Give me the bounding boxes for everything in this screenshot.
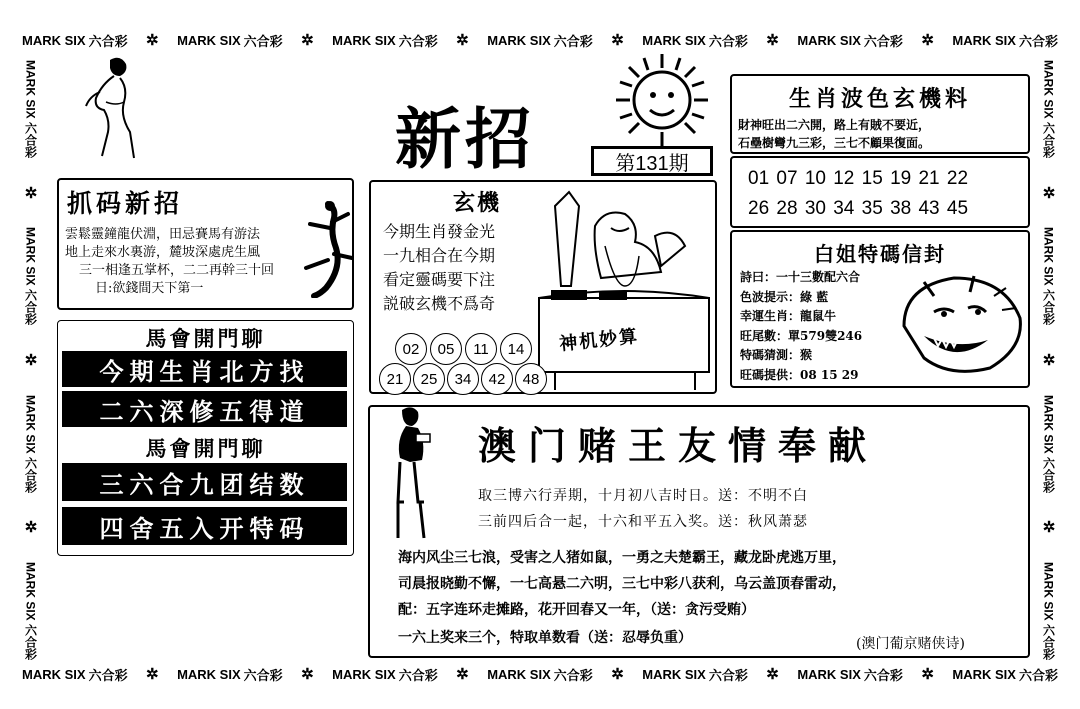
dubo-panel	[368, 405, 1030, 658]
baijie-row	[740, 307, 862, 327]
brand-text: 六合彩	[88, 667, 128, 683]
shengxiao-title: 生肖波色玄機料	[788, 86, 971, 112]
baijie-row-value: 綠 藍	[800, 289, 829, 304]
baijie-row-value: 龍鼠牛	[800, 309, 837, 323]
numbers-panel	[730, 156, 1030, 228]
baijie-row-value: 單579雙246	[788, 328, 863, 343]
brand-text: 六合彩	[398, 667, 438, 683]
dubo-poem: 配：五字连环走摊路，花开回春又一年，（送：贪污受贿）	[398, 602, 755, 618]
dubo-poem: 一六上奖来三个，特取单数看（送：忍辱负重）	[398, 630, 692, 646]
star-icon: ✲	[921, 32, 934, 49]
zhuama-title: 抓码新招	[67, 189, 184, 218]
mahui-panel	[57, 320, 354, 556]
mark-six-logo	[797, 31, 903, 50]
star-icon: ✲	[611, 666, 624, 683]
star-icon: ✲	[146, 32, 159, 49]
xuanji-panel	[369, 180, 717, 394]
mark-six-logo: MARK SIX 六合彩	[1041, 561, 1056, 660]
brand-text: 六合彩	[398, 33, 438, 49]
border-right	[1038, 60, 1060, 660]
star-icon: ✲	[301, 666, 314, 683]
sun-icon	[612, 50, 712, 150]
brand-text: 六合彩	[1018, 33, 1058, 49]
brand-text: 六合彩	[88, 33, 128, 49]
mahui-title: 馬會開門聊	[145, 326, 266, 351]
xuanji-lines	[383, 220, 495, 316]
mark-six-logo	[487, 665, 593, 684]
star-icon: ✲	[456, 666, 469, 683]
lizard-icon	[292, 198, 358, 298]
star-icon: ✲	[1042, 184, 1056, 202]
mark-six-text: MARK SIX	[22, 666, 86, 682]
baijie-panel	[730, 230, 1030, 388]
shengxiao-line: 石壘樹彎九三彩，三七不顧果復面。	[738, 136, 931, 150]
border-bottom	[22, 662, 1058, 686]
mark-six-logo: MARK SIX 六合彩	[23, 227, 38, 326]
star-icon: ✲	[24, 352, 38, 369]
brand-text: 六合彩	[553, 667, 593, 683]
star-icon: ✲	[766, 32, 779, 49]
star-icon: ✲	[1042, 519, 1056, 537]
mark-six-logo	[952, 31, 1058, 50]
mark-six-text: MARK SIX	[332, 666, 396, 682]
mark-six-text: MARK SIX	[797, 666, 861, 682]
baijie-rows	[740, 268, 862, 385]
baijie-row-label: 詩曰：	[740, 270, 777, 284]
baijie-row-label: 幸運生肖：	[740, 309, 801, 323]
star-icon: ✲	[24, 519, 38, 537]
mark-six-text: MARK SIX	[642, 32, 706, 48]
mark-six-text: MARK SIX	[22, 32, 86, 48]
xuanji-line: 一九相合在今期	[383, 246, 496, 265]
brand-text: 六合彩	[553, 33, 593, 49]
mark-six-logo	[22, 665, 128, 684]
mark-six-text: MARK SIX	[487, 32, 551, 48]
mark-six-logo: MARK SIX 六合彩	[23, 394, 38, 493]
page-title: 新招	[395, 100, 535, 178]
mahui-title: 馬會開門聊	[145, 436, 266, 461]
brand-text: 六合彩	[708, 667, 748, 683]
star-icon: ✲	[301, 32, 314, 49]
issue-badge: 第131期	[591, 146, 713, 176]
baijie-row	[740, 366, 862, 386]
lucky-number: 34	[447, 363, 479, 395]
mark-six-logo: MARK SIX 六合彩	[23, 561, 38, 660]
mark-six-logo	[177, 31, 283, 50]
zhuama-line: 雲鬆靈鐘龍伏淵，田忌賽馬有游法	[65, 227, 261, 242]
mahui-bar: 三六合九团结数	[62, 463, 347, 501]
mark-six-logo	[332, 31, 438, 50]
star-icon: ✲	[921, 666, 934, 683]
mark-six-text: MARK SIX	[797, 32, 861, 48]
mark-six-text: MARK SIX	[642, 666, 706, 682]
zhuama-lines	[65, 226, 274, 298]
baijie-row-value: 一十三數配六合	[776, 270, 861, 284]
border-top	[22, 28, 1058, 52]
dubo-signature: (澳门葡京赌侠诗)	[856, 636, 965, 652]
mark-six-logo	[22, 31, 128, 50]
shengxiao-panel	[730, 74, 1030, 154]
lucky-number: 14	[500, 333, 532, 365]
star-icon: ✲	[456, 32, 469, 49]
sage-figure-icon	[535, 186, 713, 390]
baijie-row-value: 08 15 29	[800, 367, 859, 382]
brand-text: 六合彩	[243, 33, 283, 49]
mark-six-logo	[177, 665, 283, 684]
mark-six-logo: MARK SIX 六合彩	[1041, 227, 1056, 326]
mark-six-logo	[952, 665, 1058, 684]
star-icon: ✲	[24, 184, 38, 202]
brand-text: 六合彩	[863, 33, 903, 49]
zhuama-line: 地上走來水裏游，麓坡深處虎生風	[65, 245, 261, 260]
dubo-poem: 司晨报晓勤不懈，一七高悬二六明，三七中彩八获利，乌云盖顶春雷动，	[398, 576, 846, 592]
zhuama-line: 三一相逢五掌杯，二二再幹三十回	[79, 263, 275, 278]
star-icon: ✲	[766, 666, 779, 683]
mark-six-text: MARK SIX	[177, 32, 241, 48]
mahui-bar: 今期生肖北方找	[62, 351, 347, 387]
baijie-row-value: 猴	[800, 348, 813, 362]
woman-figure-icon	[380, 404, 440, 544]
xuanji-line: 今期生肖發金光	[383, 222, 496, 241]
mark-six-logo: MARK SIX 六合彩	[1041, 60, 1056, 159]
baijie-row	[740, 288, 862, 308]
baijie-row	[740, 327, 862, 347]
lucky-number: 42	[481, 363, 513, 395]
mark-six-logo	[487, 31, 593, 50]
mark-six-text: MARK SIX	[487, 666, 551, 682]
mark-six-text: MARK SIX	[177, 666, 241, 682]
mark-six-logo: MARK SIX 六合彩	[23, 60, 38, 159]
xuanji-line: 説破玄機不爲奇	[383, 294, 496, 313]
xuanji-line: 看定靈碼要下注	[383, 270, 496, 289]
numbers-row: 01 07 10 12 15 19 21 22	[748, 168, 969, 189]
numbers-row: 26 28 30 34 35 38 43 45	[748, 198, 969, 219]
xuanji-title: 玄機	[453, 190, 502, 216]
lucky-number: 05	[430, 333, 462, 365]
brand-text: 六合彩	[1018, 667, 1058, 683]
dubo-line: 三前四后合一起，十六和平五入奖。送：秋风萧瑟	[478, 514, 808, 530]
shengxiao-line: 財神旺出二六開，路上有賊不要近，	[738, 118, 931, 132]
zhuama-line: 日:欲錢間天下第一	[95, 281, 204, 296]
mark-six-text: MARK SIX	[952, 32, 1016, 48]
baijie-row-label: 旺尾數：	[740, 328, 789, 343]
lucky-number: 02	[395, 333, 427, 365]
mark-six-logo: MARK SIX 六合彩	[1041, 394, 1056, 493]
lucky-number: 25	[413, 363, 445, 395]
lucky-number: 21	[379, 363, 411, 395]
baijie-row-label: 色波提示：	[740, 289, 801, 304]
mark-six-logo	[642, 665, 748, 684]
lucky-number: 11	[465, 333, 497, 365]
star-icon: ✲	[1042, 352, 1056, 369]
baijie-row-label: 旺碼提供：	[740, 367, 801, 382]
mark-six-text: MARK SIX	[952, 666, 1016, 682]
star-icon: ✲	[611, 32, 624, 49]
xuanji-numbers-row	[395, 333, 532, 365]
brand-text: 六合彩	[243, 667, 283, 683]
baijie-title: 白姐特碼信封	[814, 242, 946, 266]
mark-six-logo	[797, 665, 903, 684]
xuanji-table-label: 神机妙算	[558, 325, 641, 356]
star-icon: ✲	[146, 666, 159, 683]
brand-text: 六合彩	[708, 33, 748, 49]
dubo-line: 取三博六行弄期，十月初八吉时日。送：不明不白	[478, 488, 808, 504]
dubo-poem: 海内风尘三七浪，受害之人猪如鼠，一勇之夫楚霸王，藏龙卧虎逃万里，	[398, 550, 846, 566]
mahui-bar: 四舍五入开特码	[62, 507, 347, 545]
mark-six-logo	[332, 665, 438, 684]
mark-six-text: MARK SIX	[332, 32, 396, 48]
mark-six-logo	[642, 31, 748, 50]
brand-text: 六合彩	[863, 667, 903, 683]
baijie-row-label: 特碼猜測：	[740, 348, 801, 362]
baijie-row	[740, 268, 862, 288]
lucky-number: 48	[515, 363, 547, 395]
baijie-row	[740, 346, 862, 366]
mahui-bar: 二六深修五得道	[62, 391, 347, 427]
border-left	[20, 60, 42, 660]
woman-figure-icon	[80, 52, 150, 160]
dubo-title: 澳门赌王友情奉献	[478, 423, 879, 468]
tiger-icon	[894, 266, 1026, 376]
xuanji-numbers-row	[379, 363, 547, 395]
